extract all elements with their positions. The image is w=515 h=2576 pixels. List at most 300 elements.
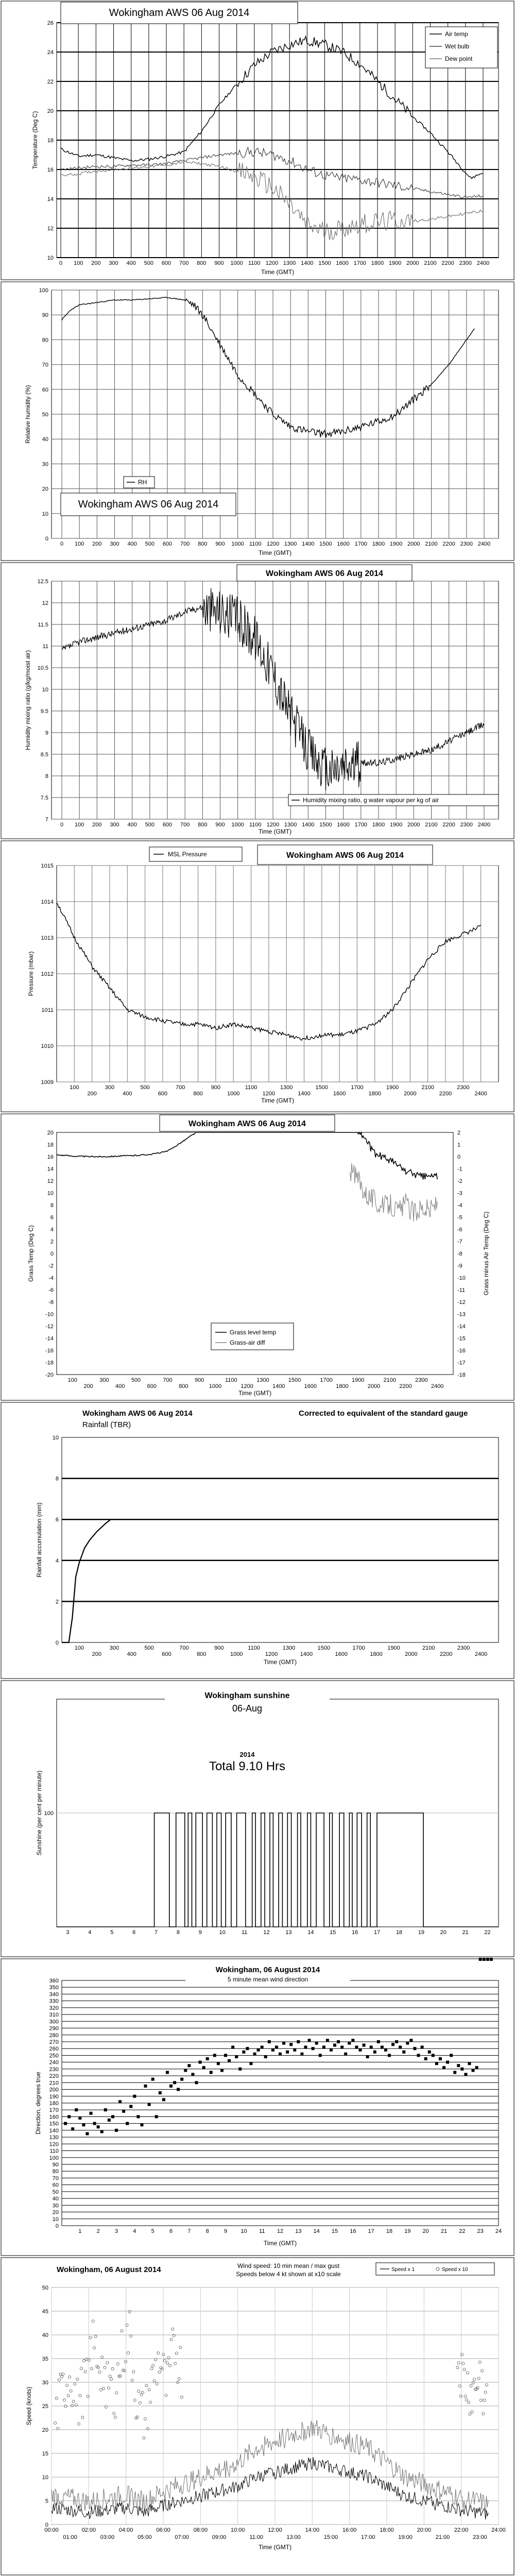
x-tick-label: 800 xyxy=(197,260,207,266)
legend-label: Wet bulb xyxy=(445,43,470,50)
x-tick-label: 14 xyxy=(307,1929,314,1936)
y-tick-label: 290 xyxy=(49,2025,59,2032)
x-tick-label: 700 xyxy=(180,822,190,828)
y-tick-label: 8.5 xyxy=(40,752,48,758)
y-tick-label: 30 xyxy=(52,2202,59,2209)
x-tick-label: 11:00 xyxy=(249,2534,264,2540)
x-tick-label: 14:00 xyxy=(305,2527,320,2533)
scatter-point xyxy=(184,2069,187,2072)
y-tick-label-right: -3 xyxy=(457,1190,462,1197)
x-tick-label: 100 xyxy=(74,822,84,828)
x-tick-label: 500 xyxy=(131,1377,141,1383)
x-tick-label: 21:00 xyxy=(435,2534,450,2540)
x-tick-label: 16 xyxy=(350,2228,356,2234)
scatter-point xyxy=(82,2123,85,2126)
x-tick-label: 400 xyxy=(115,1383,125,1389)
x-tick-label: 500 xyxy=(144,1645,154,1651)
x-tick-label: 900 xyxy=(214,1645,224,1651)
x-tick-label: 2400 xyxy=(477,541,491,547)
x-tick-label: 2300 xyxy=(460,822,473,828)
scatter-point xyxy=(166,2071,169,2074)
x-tick-label: 700 xyxy=(179,1645,189,1651)
scatter-point xyxy=(100,2130,104,2133)
scatter-point xyxy=(312,2047,315,2050)
scatter-point xyxy=(151,2078,154,2081)
y-tick-label: 0 xyxy=(45,2522,48,2528)
x-tick-label: 1600 xyxy=(304,1383,317,1389)
scatter-point xyxy=(279,2053,282,2056)
x-tick-label: 1200 xyxy=(262,1091,276,1097)
chart-subtitle-1: Wind speed: 10 min mean / max gust xyxy=(237,2262,340,2269)
y-tick-label: 60 xyxy=(52,2182,59,2189)
x-tick-label: 600 xyxy=(162,822,173,828)
legend-label: Speed x 1 xyxy=(391,2267,415,2273)
y-axis-label: Pressure (mbar) xyxy=(27,951,35,996)
y-tick-label: 14 xyxy=(47,196,54,202)
scatter-point xyxy=(97,2125,100,2128)
x-axis-label: Time (GMT) xyxy=(258,828,292,835)
scatter-point xyxy=(286,2050,289,2054)
x-tick-label: 1900 xyxy=(389,822,403,828)
x-tick-label: 1800 xyxy=(336,1383,349,1389)
y-tick-label: -20 xyxy=(45,1372,54,1378)
scatter-point xyxy=(228,2059,231,2062)
x-tick-label: 1000 xyxy=(230,260,243,266)
y-tick-label: -6 xyxy=(48,1287,54,1294)
legend-label: RH xyxy=(138,479,147,486)
y-tick-label: 10 xyxy=(42,2475,48,2481)
y-tick-label: 90 xyxy=(52,2162,59,2168)
y-tick-label: 130 xyxy=(49,2134,59,2141)
legend-label: Dew point xyxy=(445,55,473,62)
x-tick-label: 600 xyxy=(158,1091,168,1097)
y-tick-label: 2 xyxy=(55,1599,59,1605)
scatter-point xyxy=(358,2048,362,2052)
scatter-point xyxy=(326,2039,329,2042)
y-tick-label: 40 xyxy=(52,2196,59,2202)
x-tick-label: 200 xyxy=(91,260,101,266)
wind-direction-chart-panel xyxy=(0,1958,515,2257)
x-tick-label: 22 xyxy=(459,2228,466,2234)
x-tick-label: 04:00 xyxy=(118,2527,133,2533)
x-tick-label: 1100 xyxy=(225,1377,237,1383)
y-tick-label: 1010 xyxy=(41,1043,54,1049)
scatter-point xyxy=(213,2054,216,2057)
x-tick-label: 500 xyxy=(145,541,155,547)
scatter-point xyxy=(78,2116,81,2120)
y-tick-label: 12.5 xyxy=(37,579,48,585)
scatter-point xyxy=(93,2122,96,2125)
y-tick-label: 330 xyxy=(49,1998,59,2005)
scatter-point xyxy=(282,2042,285,2045)
x-tick-label: 900 xyxy=(195,1377,204,1383)
y-tick-label-right: -5 xyxy=(457,1214,462,1221)
scatter-point xyxy=(344,2053,347,2056)
scatter-point xyxy=(257,2048,260,2052)
x-tick-label: 2200 xyxy=(442,541,455,547)
y-tick-label: 2 xyxy=(50,1239,54,1245)
scatter-point xyxy=(391,2043,394,2046)
y-tick-label: 1014 xyxy=(41,899,54,905)
legend-label: MSL Pressure xyxy=(168,851,207,858)
scatter-point xyxy=(395,2040,398,2043)
x-tick-label: 200 xyxy=(83,1383,93,1389)
x-tick-label: 2000 xyxy=(406,260,419,266)
y-tick-label: 20 xyxy=(47,1130,54,1136)
y-tick-label: 10 xyxy=(52,1435,59,1441)
x-tick-label: 1400 xyxy=(301,260,314,266)
x-tick-label: 200 xyxy=(87,1091,97,1097)
x-tick-label: 19 xyxy=(418,1929,424,1936)
y-tick-label: 270 xyxy=(49,2039,59,2045)
chart-subtitle: Rainfall (TBR) xyxy=(82,1420,131,1429)
x-tick-label: 10 xyxy=(241,2228,247,2234)
x-tick-label: 100 xyxy=(70,1084,79,1091)
y-tick-label: 10 xyxy=(42,511,48,517)
y-tick-label: 35 xyxy=(42,2356,48,2362)
y-axis-label: Direction, degrees true xyxy=(35,2072,42,2134)
x-tick-label: 200 xyxy=(92,822,102,828)
y-tick-label: -8 xyxy=(48,1299,54,1306)
scatter-point xyxy=(409,2039,413,2042)
y-tick-label: -4 xyxy=(48,1275,54,1281)
y-tick-label: 12 xyxy=(47,226,54,232)
x-tick-label: 100 xyxy=(74,1645,84,1651)
y-axis-label: Rainfall accumulation (mm) xyxy=(36,1502,43,1578)
y-tick-label: 10 xyxy=(47,1190,54,1197)
rainfall-chart xyxy=(0,1401,515,1680)
x-tick-label: 13 xyxy=(285,1929,292,1936)
y-tick-label-right: -17 xyxy=(457,1360,466,1366)
x-tick-label: 1300 xyxy=(256,1377,269,1383)
y-tick-label: 280 xyxy=(49,2032,59,2039)
x-tick-label: 1300 xyxy=(284,541,297,547)
x-tick-label: 400 xyxy=(123,1091,132,1097)
y-tick-label-right: -1 xyxy=(457,1166,462,1173)
scatter-point xyxy=(472,2069,475,2072)
scatter-point xyxy=(464,2073,467,2076)
temperature-chart-panel xyxy=(0,0,515,281)
scatter-point xyxy=(373,2050,376,2054)
x-tick-label: 1600 xyxy=(337,541,350,547)
scatter-point xyxy=(384,2048,387,2052)
x-tick-label: 600 xyxy=(162,541,173,547)
scatter-point xyxy=(191,2073,194,2076)
scatter-point xyxy=(136,2115,140,2118)
y-tick-label: 100 xyxy=(44,1810,54,1817)
pressure-chart-panel xyxy=(0,840,515,1113)
y-tick-label: 90 xyxy=(42,312,48,319)
scatter-point xyxy=(122,2110,125,2113)
x-tick-label: 08:00 xyxy=(193,2527,208,2533)
scatter-point xyxy=(337,2040,340,2043)
x-tick-label: 1600 xyxy=(333,1091,346,1097)
chart-date: 06-Aug xyxy=(232,1703,263,1714)
x-tick-label: 1100 xyxy=(248,1645,260,1651)
scatter-point xyxy=(235,2055,238,2058)
y-tick-label: -16 xyxy=(45,1348,54,1354)
x-tick-label: 1300 xyxy=(280,1084,293,1091)
x-tick-label: 1000 xyxy=(231,541,244,547)
x-tick-label: 1200 xyxy=(266,822,280,828)
scatter-point xyxy=(428,2050,431,2054)
y-tick-label: 30 xyxy=(42,2380,48,2386)
x-tick-label: 11 xyxy=(259,2228,265,2234)
scatter-point xyxy=(162,2098,165,2101)
chart-subtitle-2: Speeds below 4 kt shown at x10 scale xyxy=(236,2270,341,2278)
y-tick-label: 260 xyxy=(49,2046,59,2053)
x-tick-label: 1 xyxy=(78,2228,82,2234)
x-tick-label: 1000 xyxy=(227,1091,240,1097)
scatter-point xyxy=(355,2046,358,2049)
scatter-point xyxy=(381,2046,384,2049)
x-tick-label: 1700 xyxy=(354,541,368,547)
y-tick-label: 10 xyxy=(52,2216,59,2223)
y-tick-label: 1013 xyxy=(41,935,54,941)
x-tick-label: 300 xyxy=(99,1377,109,1383)
y-tick-label: 12 xyxy=(42,600,48,606)
scatter-point xyxy=(268,2040,271,2043)
x-tick-label: 900 xyxy=(215,822,225,828)
x-axis-label: Time (GMT) xyxy=(258,549,292,556)
x-tick-label: 1500 xyxy=(318,260,331,266)
x-tick-label: 2300 xyxy=(459,260,472,266)
y-tick-label: 24 xyxy=(47,49,54,56)
sunshine-chart-panel xyxy=(0,1680,515,1958)
x-tick-label: 500 xyxy=(145,822,155,828)
y-tick-label-right: -15 xyxy=(457,1335,466,1342)
x-axis-label: Time (GMT) xyxy=(261,268,295,276)
y-tick-label-right: 2 xyxy=(457,1130,461,1136)
scatter-point xyxy=(490,1958,493,1961)
x-tick-label: 200 xyxy=(92,541,102,547)
x-tick-label: 1200 xyxy=(266,541,280,547)
scatter-point xyxy=(399,2046,402,2049)
x-tick-label: 09:00 xyxy=(212,2534,227,2540)
x-tick-label: 07:00 xyxy=(175,2534,189,2540)
scatter-point xyxy=(486,1958,489,1961)
x-tick-label: 1400 xyxy=(300,1651,313,1657)
x-tick-label: 800 xyxy=(198,822,208,828)
scatter-point xyxy=(231,2046,234,2049)
y-tick-label: 50 xyxy=(42,412,48,418)
chart-title: Wokingham AWS 06 Aug 2014 xyxy=(82,1409,193,1418)
x-tick-label: 900 xyxy=(214,260,224,266)
x-tick-label: 800 xyxy=(198,541,208,547)
scatter-point xyxy=(220,2069,224,2072)
scatter-point xyxy=(322,2046,325,2049)
y-tick-label: 1012 xyxy=(41,971,54,977)
x-tick-label: 2400 xyxy=(474,1091,487,1097)
y-tick-label: -18 xyxy=(45,1360,54,1366)
x-tick-label: 15:00 xyxy=(323,2534,338,2540)
x-tick-label: 23:00 xyxy=(473,2534,487,2540)
x-tick-label: 300 xyxy=(110,541,119,547)
scatter-point xyxy=(108,2119,111,2122)
y-axis-label: Speed (knots) xyxy=(25,2386,32,2426)
x-tick-label: 1200 xyxy=(265,1651,278,1657)
y-tick-label: 10.5 xyxy=(37,665,48,671)
y-axis-label: Sunshine (per cent per minute) xyxy=(36,1770,43,1856)
chart-title: Wokingham, 06 August 2014 xyxy=(57,2265,161,2274)
x-tick-label: 14 xyxy=(313,2228,320,2234)
y-tick-label-right: -6 xyxy=(457,1227,462,1233)
x-tick-label: 1300 xyxy=(282,1645,296,1651)
x-tick-label: 0 xyxy=(60,541,64,547)
y-tick-label: 220 xyxy=(49,2073,59,2080)
x-tick-label: 500 xyxy=(144,260,154,266)
x-tick-label: 20 xyxy=(422,2228,429,2234)
x-tick-label: 21 xyxy=(462,1929,469,1936)
x-tick-label: 500 xyxy=(140,1084,150,1091)
x-tick-label: 2 xyxy=(96,2228,100,2234)
scatter-point xyxy=(424,2057,427,2060)
x-tick-label: 24 xyxy=(495,2228,502,2234)
y-tick-label: 50 xyxy=(42,2285,48,2291)
x-tick-label: 18 xyxy=(386,2228,393,2234)
x-tick-label: 8 xyxy=(176,1929,180,1936)
x-tick-label: 1800 xyxy=(370,1651,383,1657)
scatter-point xyxy=(421,2046,424,2049)
scatter-point xyxy=(133,2095,136,2098)
scatter-point xyxy=(468,2062,471,2065)
y-tick-label: 170 xyxy=(49,2107,59,2114)
x-tick-label: 13 xyxy=(295,2228,302,2234)
x-tick-label: 2100 xyxy=(421,1084,434,1091)
y-tick-label: 110 xyxy=(49,2148,59,2155)
x-tick-label: 5 xyxy=(151,2228,154,2234)
y-tick-label: 70 xyxy=(42,362,48,368)
scatter-point xyxy=(330,2048,333,2052)
x-tick-label: 17:00 xyxy=(361,2534,375,2540)
x-tick-label: 18 xyxy=(396,1929,403,1936)
scatter-point xyxy=(308,2039,311,2042)
y-tick-label: 1011 xyxy=(41,1007,54,1013)
scatter-point xyxy=(261,2046,264,2049)
x-tick-label: 1500 xyxy=(319,541,332,547)
x-tick-label: 1400 xyxy=(298,1091,311,1097)
scatter-point xyxy=(173,2081,176,2084)
x-tick-label: 10 xyxy=(219,1929,226,1936)
y-tick-label: 20 xyxy=(52,2209,59,2216)
scatter-point xyxy=(457,2064,460,2067)
x-tick-label: 1500 xyxy=(288,1377,301,1383)
x-tick-label: 200 xyxy=(92,1651,102,1657)
y-tick-label: 360 xyxy=(49,1978,59,1984)
scatter-point xyxy=(64,2122,67,2125)
x-tick-label: 1400 xyxy=(302,541,315,547)
scatter-point xyxy=(144,2084,147,2088)
y-tick-label: 340 xyxy=(49,1991,59,1998)
y-tick-label: 6 xyxy=(50,1214,54,1221)
y-tick-label: 10 xyxy=(42,687,48,693)
scatter-point xyxy=(238,2067,242,2071)
x-tick-label: 800 xyxy=(193,1091,203,1097)
y-tick-label-right: -4 xyxy=(457,1202,462,1209)
scatter-point xyxy=(439,2057,442,2060)
y-tick-label: 350 xyxy=(49,1985,59,1991)
chart-title: Wokingham AWS 06 Aug 2014 xyxy=(78,499,219,510)
x-tick-label: 1500 xyxy=(315,1084,329,1091)
scatter-point xyxy=(315,2042,318,2045)
x-tick-label: 2000 xyxy=(407,822,420,828)
x-tick-label: 400 xyxy=(126,260,136,266)
scatter-point xyxy=(264,2055,267,2058)
grass-temp-chart-panel xyxy=(0,1113,515,1401)
wind-speed-chart-panel xyxy=(0,2257,515,2576)
scatter-point xyxy=(246,2047,249,2050)
y-tick-label: 140 xyxy=(49,2127,59,2134)
scatter-point xyxy=(224,2054,227,2057)
y-axis-label: Humidity mixing ratio (g/kg/moist air) xyxy=(24,650,31,751)
y-tick-label: 11.5 xyxy=(38,622,48,628)
x-tick-label: 22 xyxy=(484,1929,491,1936)
y-tick-label: 20 xyxy=(47,108,54,114)
scatter-point xyxy=(300,2053,303,2056)
y-tick-label-right: -14 xyxy=(457,1324,466,1330)
y-tick-label-right: -8 xyxy=(457,1251,462,1257)
x-tick-label: 24:00 xyxy=(491,2527,506,2533)
y-tick-label: 18 xyxy=(47,1142,54,1148)
x-tick-label: 300 xyxy=(105,1084,115,1091)
x-tick-label: 2100 xyxy=(425,822,438,828)
y-tick-label: 50 xyxy=(52,2189,59,2195)
scatter-point xyxy=(370,2046,373,2049)
x-tick-label: 6 xyxy=(132,1929,136,1936)
x-tick-label: 1800 xyxy=(372,541,385,547)
x-tick-label: 1700 xyxy=(320,1377,333,1383)
y-tick-label: 26 xyxy=(47,20,54,26)
x-tick-label: 700 xyxy=(179,260,189,266)
scatter-point xyxy=(85,2132,89,2136)
x-tick-label: 2300 xyxy=(457,1645,470,1651)
x-tick-label: 1400 xyxy=(302,822,315,828)
y-axis-label: Temperature (Deg C) xyxy=(31,111,39,170)
scatter-point xyxy=(111,2115,114,2118)
y-tick-label: 0 xyxy=(55,2223,59,2229)
x-tick-label: 2200 xyxy=(399,1383,412,1389)
x-tick-label: 2100 xyxy=(425,541,438,547)
x-tick-label: 4 xyxy=(88,1929,92,1936)
legend-label: Grass level temp xyxy=(230,1329,277,1336)
y-tick-label: 100 xyxy=(39,287,48,294)
scatter-point xyxy=(90,2112,93,2115)
x-tick-label: 7 xyxy=(154,1929,158,1936)
x-tick-label: 17 xyxy=(368,2228,374,2234)
x-tick-label: 400 xyxy=(127,541,137,547)
x-tick-label: 15 xyxy=(331,2228,338,2234)
x-axis-label: Time (GMT) xyxy=(258,2544,292,2551)
x-tick-label: 300 xyxy=(110,822,119,828)
y-tick-label: 11 xyxy=(42,643,48,650)
x-tick-label: 05:00 xyxy=(138,2534,152,2540)
x-tick-label: 2300 xyxy=(415,1377,428,1383)
scatter-point xyxy=(460,2067,464,2071)
y-tick-label: 14 xyxy=(47,1166,54,1173)
scatter-point xyxy=(206,2057,209,2060)
y-tick-label-right: -11 xyxy=(457,1287,466,1294)
y-tick-label: 40 xyxy=(42,2332,48,2338)
y-tick-label: 9.5 xyxy=(40,708,48,715)
x-tick-label: 1400 xyxy=(272,1383,285,1389)
legend-label: Air temp xyxy=(445,30,468,38)
x-tick-label: 7 xyxy=(187,2228,191,2234)
y-tick-label: 20 xyxy=(42,486,48,493)
y-tick-label-right: -10 xyxy=(457,1275,466,1281)
scatter-point xyxy=(293,2048,296,2052)
scatter-point xyxy=(169,2084,173,2088)
y-tick-label: 180 xyxy=(49,2100,59,2107)
